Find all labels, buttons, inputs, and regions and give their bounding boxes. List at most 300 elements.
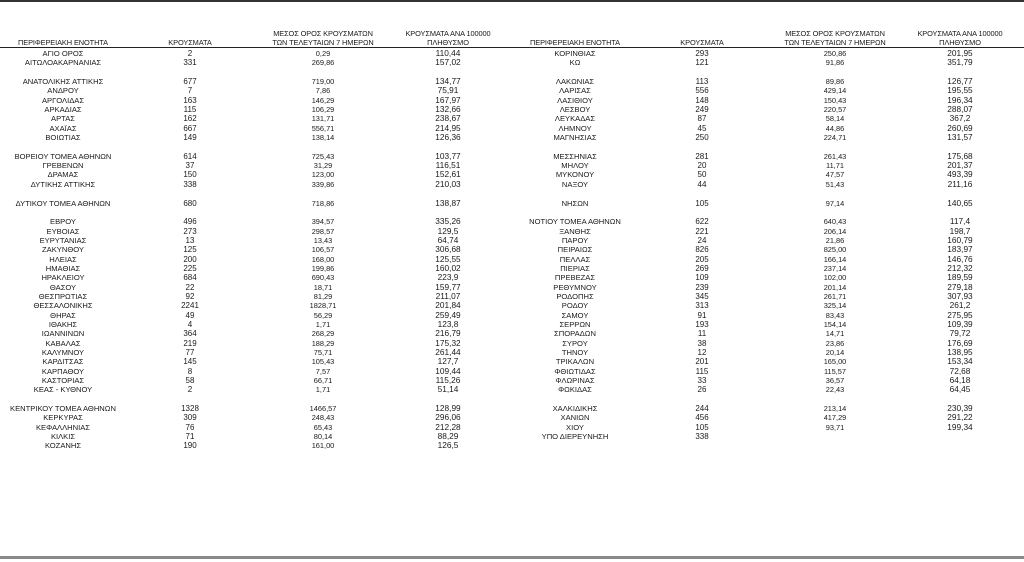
- avg7-cell: 268,29: [311, 329, 335, 339]
- table-row: [512, 432, 1024, 441]
- cases-cell: 193: [695, 319, 709, 329]
- table-row: [512, 292, 1024, 301]
- table-row: [0, 441, 512, 450]
- region-cell: ΕΥΒΟΙΑΣ: [46, 226, 80, 236]
- region-cell: ΜΗΛΟΥ: [561, 161, 589, 171]
- table-row: [0, 423, 512, 432]
- per100k-cell: 160,02: [435, 262, 461, 273]
- per100k-cell: 493,39: [947, 169, 973, 180]
- per100k-cell: 132,66: [435, 104, 461, 115]
- avg7-cell: 0,29: [315, 49, 331, 58]
- per100k-cell: 125,55: [435, 253, 461, 264]
- per100k-cell: 201,95: [947, 48, 973, 58]
- per100k-cell: 214,95: [435, 122, 461, 133]
- avg7-cell: 825,00: [823, 245, 847, 255]
- cases-cell: 45: [697, 123, 707, 133]
- cases-cell: 26: [697, 385, 707, 395]
- cases-cell: 221: [695, 226, 709, 236]
- cases-cell: 12: [697, 348, 707, 357]
- table-row: [0, 199, 512, 208]
- per100k-cell: 275,95: [947, 309, 973, 320]
- per100k-cell: 109,39: [947, 318, 973, 329]
- region-cell: ΖΑΚΥΝΘΟΥ: [42, 245, 84, 255]
- region-cell: ΚΕΝΤΡΙΚΟΥ ΤΟΜΕΑ ΑΘΗΝΩΝ: [10, 404, 116, 414]
- per100k-cell: 51,14: [437, 384, 459, 395]
- header-per100k: ΚΡΟΥΣΜΑΤΑ ΑΝΑ 100000 ΠΛΗΘΥΣΜΟ: [917, 29, 1003, 47]
- region-cell: ΡΟΔΟΠΗΣ: [556, 291, 594, 301]
- avg7-cell: 1828,71: [309, 301, 337, 311]
- region-cell: ΚΟΖΑΝΗΣ: [44, 441, 82, 451]
- region-cell: ΣΥΡΟΥ: [562, 338, 588, 348]
- per100k-cell: 64,18: [949, 375, 971, 386]
- table-row: [0, 376, 512, 385]
- table-row: [512, 133, 1024, 142]
- cases-cell: 105: [695, 198, 709, 208]
- table-row: [512, 199, 1024, 208]
- header-cases: ΚΡΟΥΣΜΑΤΑ: [680, 38, 724, 47]
- avg7-cell: 75,71: [313, 348, 333, 357]
- cases-cell: 121: [695, 58, 709, 68]
- per100k-cell: 138,87: [435, 197, 461, 208]
- region-cell: ΧΑΛΚΙΔΙΚΗΣ: [552, 404, 598, 414]
- avg7-cell: 18,71: [313, 282, 333, 292]
- avg7-cell: 7,86: [315, 86, 331, 96]
- avg7-cell: 83,43: [825, 310, 845, 320]
- region-cell: ΝΑΞΟΥ: [561, 179, 589, 189]
- per100k-cell: 110,44: [435, 48, 461, 58]
- avg7-cell: 325,14: [823, 301, 847, 311]
- avg7-cell: [770, 432, 900, 441]
- table-row: [512, 217, 1024, 226]
- region-cell: ΗΡΑΚΛΕΙΟΥ: [41, 273, 85, 283]
- cases-cell: 496: [183, 217, 197, 227]
- cases-cell: 331: [183, 58, 197, 68]
- avg7-cell: 690,43: [311, 273, 335, 283]
- avg7-cell: 65,43: [313, 422, 333, 432]
- region-cell: ΚΑΡΔΙΤΣΑΣ: [42, 357, 84, 367]
- cases-cell: 113: [695, 77, 709, 87]
- region-cell: ΝΟΤΙΟΥ ΤΟΜΕΑ ΑΘΗΝΩΝ: [529, 217, 621, 227]
- header-per100k: ΚΡΟΥΣΜΑΤΑ ΑΝΑ 100000 ΠΛΗΘΥΣΜΟ: [405, 29, 491, 47]
- avg7-cell: 237,14: [823, 263, 847, 273]
- cases-cell: 105: [695, 422, 709, 432]
- cases-cell: 190: [183, 441, 197, 451]
- table-row: [0, 385, 512, 394]
- cases-cell: 680: [183, 198, 197, 208]
- avg7-cell: 20,14: [825, 348, 845, 357]
- region-cell: ΦΘΙΩΤΙΔΑΣ: [554, 366, 596, 376]
- per100k-cell: 134,77: [435, 76, 461, 87]
- cases-cell: 338: [695, 432, 709, 442]
- cases-cell: 345: [695, 291, 709, 301]
- cases-cell: 163: [183, 95, 197, 105]
- per100k-cell: 153,34: [947, 356, 973, 367]
- bottom-border: [0, 556, 1024, 559]
- region-cell: ΛΑΣΙΘΙΟΥ: [557, 95, 593, 105]
- region-cell: ΜΑΓΝΗΣΙΑΣ: [553, 133, 597, 143]
- cases-cell: 684: [183, 273, 197, 283]
- region-cell: ΑΓΙΟ ΟΡΟΣ: [42, 49, 84, 58]
- header-region: ΠΕΡΙΦΕΡΕΙΑΚΗ ΕΝΟΤΗΤΑ: [530, 38, 620, 47]
- avg7-cell: 115,57: [823, 366, 847, 376]
- avg7-cell: 106,57: [311, 245, 335, 255]
- cases-cell: 8: [187, 366, 193, 376]
- cases-cell: 200: [183, 254, 197, 264]
- avg7-cell: 44,86: [825, 123, 845, 133]
- per100k-cell: 160,79: [947, 234, 973, 245]
- region-cell: ΚΕΡΚΥΡΑΣ: [43, 413, 83, 423]
- avg7-cell: 146,29: [311, 95, 335, 105]
- spacer-row: [512, 208, 1024, 217]
- region-cell: ΛΕΥΚΑΔΑΣ: [554, 114, 596, 124]
- avg7-cell: 106,29: [311, 105, 335, 115]
- region-cell: ΤΗΝΟΥ: [561, 348, 589, 357]
- region-cell: ΗΜΑΘΙΑΣ: [45, 263, 81, 273]
- table-header: [0, 24, 512, 48]
- avg7-cell: 47,57: [825, 170, 845, 180]
- region-cell: ΛΑΡΙΣΑΣ: [559, 86, 591, 96]
- avg7-cell: 102,00: [823, 273, 847, 283]
- per100k-cell: 306,68: [435, 244, 461, 255]
- region-cell: ΧΑΝΙΩΝ: [560, 413, 590, 423]
- cases-cell: 115: [183, 105, 197, 115]
- per100k-cell: 75,91: [437, 85, 459, 96]
- per100k-cell: 212,28: [435, 421, 461, 432]
- region-cell: ΠΙΕΡΙΑΣ: [560, 263, 590, 273]
- region-cell: ΑΧΑΪΑΣ: [49, 123, 77, 133]
- header-avg7: ΜΕΣΟΣ ΟΡΟΣ ΚΡΟΥΣΜΑΤΩΝ ΤΩΝ ΤΕΛΕΥΤΑΙΩΝ 7 ΗΜΕΡΩΝ: [272, 29, 374, 47]
- per100k-cell: 223,9: [437, 272, 459, 283]
- region-cell: ΚΕΦΑΛΛΗΝΙΑΣ: [35, 422, 91, 432]
- avg7-cell: 105,43: [311, 357, 335, 367]
- region-cell: ΚΩ: [569, 58, 581, 68]
- table-row: [0, 133, 512, 142]
- cases-cell: 364: [183, 329, 197, 339]
- cases-cell: 2241: [181, 301, 199, 311]
- avg7-cell: 80,14: [313, 432, 333, 442]
- table-row: [0, 264, 512, 273]
- avg7-cell: 168,00: [311, 254, 335, 264]
- table-row: [0, 348, 512, 357]
- region-cell: ΠΕΙΡΑΙΩΣ: [557, 245, 593, 255]
- table-row: [512, 357, 1024, 366]
- avg7-cell: 89,86: [825, 77, 845, 87]
- avg7-cell: 1,71: [315, 385, 331, 395]
- avg7-cell: 22,43: [825, 385, 845, 395]
- avg7-cell: 298,57: [311, 226, 335, 236]
- region-cell: ΣΠΟΡΑΔΩΝ: [554, 329, 596, 339]
- region-cell: ΜΕΣΣΗΝΙΑΣ: [553, 151, 597, 161]
- table-row: [512, 376, 1024, 385]
- cases-cell: 614: [183, 151, 197, 161]
- cases-cell: 22: [185, 282, 195, 292]
- per100k-cell: 117,4: [949, 216, 971, 227]
- cases-cell: 249: [695, 105, 709, 115]
- header-region: ΠΕΡΙΦΕΡΕΙΑΚΗ ΕΝΟΤΗΤΑ: [18, 38, 108, 47]
- avg7-cell: 719,00: [311, 77, 335, 87]
- table-body: [0, 48, 512, 451]
- region-cell: ΠΕΛΛΑΣ: [559, 254, 591, 264]
- per100k-cell: 212,32: [947, 262, 973, 273]
- region-cell: ΚΑΛΥΜΝΟΥ: [41, 348, 85, 357]
- avg7-cell: 138,14: [311, 133, 335, 143]
- cases-cell: 250: [695, 133, 709, 143]
- region-cell: ΔΥΤΙΚΟΥ ΤΟΜΕΑ ΑΘΗΝΩΝ: [15, 198, 111, 208]
- per100k-cell: 176,69: [947, 337, 973, 348]
- region-cell: ΚΟΡΙΝΘΙΑΣ: [554, 49, 596, 58]
- per100k-cell: 128,99: [435, 403, 461, 414]
- avg7-cell: 11,71: [826, 161, 844, 171]
- cases-cell: 50: [697, 170, 707, 180]
- cases-cell: 125: [183, 245, 197, 255]
- cases-cell: 33: [697, 376, 707, 386]
- region-cell: ΛΗΜΝΟΥ: [558, 123, 592, 133]
- per100k-cell: 127,7: [437, 356, 459, 367]
- cases-cell: 87: [697, 114, 707, 124]
- table-row: [0, 180, 512, 189]
- avg7-cell: 165,00: [823, 357, 847, 367]
- cases-cell: 148: [695, 95, 709, 105]
- cases-cell: 44: [697, 179, 707, 189]
- region-cell: ΦΩΚΙΔΑΣ: [558, 385, 592, 395]
- region-cell: ΙΩΑΝΝΙΝΩΝ: [41, 329, 85, 339]
- cases-cell: 556: [695, 86, 709, 96]
- table-row: [512, 58, 1024, 67]
- per100k-cell: 64,45: [949, 384, 971, 395]
- top-border: [0, 0, 1024, 2]
- avg7-cell: 556,71: [311, 123, 335, 133]
- table-row: [512, 180, 1024, 189]
- per100k-cell: 140,65: [947, 197, 973, 208]
- cases-tables: [0, 24, 1024, 451]
- avg7-cell: 154,14: [823, 319, 847, 329]
- avg7-cell: 13,43: [313, 235, 333, 245]
- region-cell: ΕΥΡΥΤΑΝΙΑΣ: [39, 235, 87, 245]
- avg7-cell: 56,29: [313, 310, 333, 320]
- avg7-cell: 206,14: [823, 226, 847, 236]
- region-cell: ΑΡΓΟΛΙΔΑΣ: [41, 95, 85, 105]
- per100k-cell: 175,68: [947, 150, 973, 161]
- per100k-cell: 126,5: [437, 440, 459, 451]
- region-cell: ΓΡΕΒΕΝΩΝ: [42, 161, 84, 171]
- avg7-cell: 718,86: [311, 198, 335, 208]
- region-cell: ΡΕΘΥΜΝΟΥ: [553, 282, 597, 292]
- region-cell: ΒΟΙΩΤΙΑΣ: [45, 133, 81, 143]
- per100k-cell: 64,74: [437, 234, 459, 245]
- cases-cell: 313: [695, 301, 709, 311]
- avg7-cell: 269,86: [311, 58, 335, 68]
- region-cell: ΑΡΚΑΔΙΑΣ: [44, 105, 82, 115]
- region-cell: ΘΑΣΟΥ: [49, 282, 77, 292]
- avg7-cell: 250,86: [823, 49, 847, 58]
- avg7-cell: 339,86: [311, 179, 335, 189]
- avg7-cell: 150,43: [823, 95, 847, 105]
- avg7-cell: 131,71: [311, 114, 335, 124]
- table-row: [0, 217, 512, 226]
- cases-cell: 456: [695, 413, 709, 423]
- per100k-cell: 201,37: [947, 160, 973, 171]
- avg7-cell: 417,29: [823, 413, 847, 423]
- cases-cell: 293: [695, 49, 709, 58]
- cases-cell: 205: [695, 254, 709, 264]
- table-row: [0, 58, 512, 67]
- region-cell: ΚΙΛΚΙΣ: [50, 432, 76, 442]
- region-cell: ΠΡΕΒΕΖΑΣ: [554, 273, 596, 283]
- per100k-cell: 335,26: [435, 216, 461, 227]
- region-cell: ΛΕΣΒΟΥ: [559, 105, 591, 115]
- avg7-cell: 31,29: [313, 161, 333, 171]
- avg7-cell: 220,57: [823, 105, 847, 115]
- per100k-cell: 238,67: [435, 113, 461, 124]
- per100k-cell: 159,77: [435, 281, 461, 292]
- avg7-cell: 21,86: [825, 235, 845, 245]
- cases-cell: 162: [183, 114, 197, 124]
- cases-cell: 338: [183, 179, 197, 189]
- region-cell: ΑΡΤΑΣ: [51, 114, 75, 124]
- cases-cell: 77: [185, 348, 195, 357]
- region-cell: ΔΥΤΙΚΗΣ ΑΤΤΙΚΗΣ: [30, 179, 96, 189]
- avg7-cell: 14,71: [825, 329, 845, 339]
- table-row: [512, 423, 1024, 432]
- cases-cell: 244: [695, 404, 709, 414]
- cases-cell: 201: [695, 357, 709, 367]
- per100k-cell: 259,49: [435, 309, 461, 320]
- per100k-cell: 146,76: [947, 253, 973, 264]
- region-cell: ΞΑΝΘΗΣ: [559, 226, 591, 236]
- per100k-cell: 288,07: [947, 104, 973, 115]
- per100k-cell: 260,69: [947, 122, 973, 133]
- per100k-cell: 291,22: [947, 412, 973, 423]
- table-row: [0, 432, 512, 441]
- cases-cell: 622: [695, 217, 709, 227]
- cases-cell: 76: [185, 422, 195, 432]
- cases-cell: 37: [185, 161, 195, 171]
- per100k-cell: 109,44: [435, 365, 461, 376]
- cases-cell: 677: [183, 77, 197, 87]
- cases-cell: 20: [697, 161, 707, 171]
- cases-cell: 115: [695, 366, 709, 376]
- avg7-cell: 23,86: [825, 338, 845, 348]
- avg7-cell: 188,29: [311, 338, 335, 348]
- cases-cell: 49: [185, 310, 195, 320]
- avg7-cell: 81,29: [313, 291, 333, 301]
- cases-cell: 219: [183, 338, 197, 348]
- cases-cell: 92: [185, 291, 195, 301]
- avg7-cell: 58,14: [825, 114, 845, 124]
- left-table: [0, 24, 512, 451]
- avg7-cell: 201,14: [823, 282, 847, 292]
- right-table: [512, 24, 1024, 451]
- per100k-cell: 195,55: [947, 85, 973, 96]
- region-cell: ΚΕΑΣ - ΚΥΘΝΟΥ: [33, 385, 93, 395]
- cases-cell: 58: [185, 376, 195, 386]
- avg7-cell: 97,14: [825, 198, 845, 208]
- cases-cell: 269: [695, 263, 709, 273]
- cases-cell: 281: [695, 151, 709, 161]
- avg7-cell: 725,43: [311, 151, 335, 161]
- per100k-cell: 126,36: [435, 132, 461, 143]
- avg7-cell: 640,43: [823, 217, 847, 227]
- cases-cell: 13: [185, 235, 195, 245]
- region-cell: ΠΑΡΟΥ: [561, 235, 589, 245]
- per100k-cell: 79,72: [949, 328, 971, 339]
- table-row: [512, 385, 1024, 394]
- header-avg7: ΜΕΣΟΣ ΟΡΟΣ ΚΡΟΥΣΜΑΤΩΝ ΤΩΝ ΤΕΛΕΥΤΑΙΩΝ 7 ΗΜΕΡΩΝ: [784, 29, 886, 47]
- per100k-cell: 296,06: [435, 412, 461, 423]
- cases-cell: 38: [697, 338, 707, 348]
- per100k-cell: 123,8: [437, 318, 459, 329]
- cases-cell: 2: [187, 49, 193, 58]
- avg7-cell: 261,71: [823, 291, 847, 301]
- per100k-cell: 216,79: [435, 328, 461, 339]
- per100k-cell: 72,68: [949, 365, 971, 376]
- avg7-cell: 166,14: [823, 254, 847, 264]
- per100k-cell: 183,97: [947, 244, 973, 255]
- per100k-cell: 115,26: [435, 375, 461, 386]
- cases-cell: 7: [187, 86, 193, 96]
- cases-cell: 11: [697, 329, 707, 339]
- per100k-cell: 199,34: [947, 421, 973, 432]
- cases-cell: 273: [183, 226, 197, 236]
- table-header: [512, 24, 1024, 48]
- region-cell: ΔΡΑΜΑΣ: [47, 170, 79, 180]
- region-cell: ΑΙΤΩΛΟΑΚΑΡΝΑΝΙΑΣ: [24, 58, 102, 68]
- region-cell: ΗΛΕΙΑΣ: [49, 254, 77, 264]
- region-cell: ΘΗΡΑΣ: [50, 310, 76, 320]
- per100k-cell: 367,2: [949, 113, 971, 124]
- per100k-cell: 351,79: [947, 57, 973, 68]
- cases-cell: 149: [183, 133, 197, 143]
- per100k-cell: 211,07: [435, 290, 461, 301]
- region-cell: ΘΕΣΣΑΛΟΝΙΚΗΣ: [33, 301, 93, 311]
- cases-cell: 71: [185, 432, 195, 442]
- cases-cell: 109: [695, 273, 709, 283]
- avg7-cell: 91,86: [825, 58, 845, 68]
- region-cell: ΧΙΟΥ: [566, 422, 584, 432]
- region-cell: ΦΛΩΡΙΝΑΣ: [555, 376, 595, 386]
- cases-cell: 225: [183, 263, 197, 273]
- cases-cell: 2: [187, 385, 193, 395]
- avg7-cell: 93,71: [825, 422, 845, 432]
- per100k-cell: 131,57: [947, 132, 973, 143]
- region-cell: ΙΘΑΚΗΣ: [48, 319, 78, 329]
- avg7-cell: 123,00: [311, 170, 335, 180]
- per100k-cell: 167,97: [435, 94, 461, 105]
- region-cell: ΚΑΣΤΟΡΙΑΣ: [41, 376, 85, 386]
- per100k-cell: 307,93: [947, 290, 973, 301]
- cases-cell: 239: [695, 282, 709, 292]
- cases-cell: 91: [697, 310, 707, 320]
- avg7-cell: 51,43: [825, 179, 845, 189]
- region-cell: ΤΡΙΚΑΛΩΝ: [555, 357, 595, 367]
- per100k-cell: 189,59: [947, 272, 973, 283]
- per100k-cell: 261,2: [949, 300, 971, 311]
- region-cell: ΜΥΚΟΝΟΥ: [555, 170, 595, 180]
- region-cell: ΛΑΚΩΝΙΑΣ: [555, 77, 595, 87]
- cases-cell: 309: [183, 413, 197, 423]
- avg7-cell: 248,43: [311, 413, 335, 423]
- per100k-cell: 88,29: [437, 431, 459, 442]
- cases-cell: 667: [183, 123, 197, 133]
- table-row: [512, 105, 1024, 114]
- region-cell: ΣΑΜΟΥ: [561, 310, 589, 320]
- region-cell: ΑΝΔΡΟΥ: [47, 86, 79, 96]
- region-cell: ΒΟΡΕΙΟΥ ΤΟΜΕΑ ΑΘΗΝΩΝ: [14, 151, 112, 161]
- cases-cell: 24: [697, 235, 707, 245]
- avg7-cell: 36,57: [825, 376, 845, 386]
- per100k-cell: 210,03: [435, 178, 461, 189]
- per100k-cell: 152,61: [435, 169, 461, 180]
